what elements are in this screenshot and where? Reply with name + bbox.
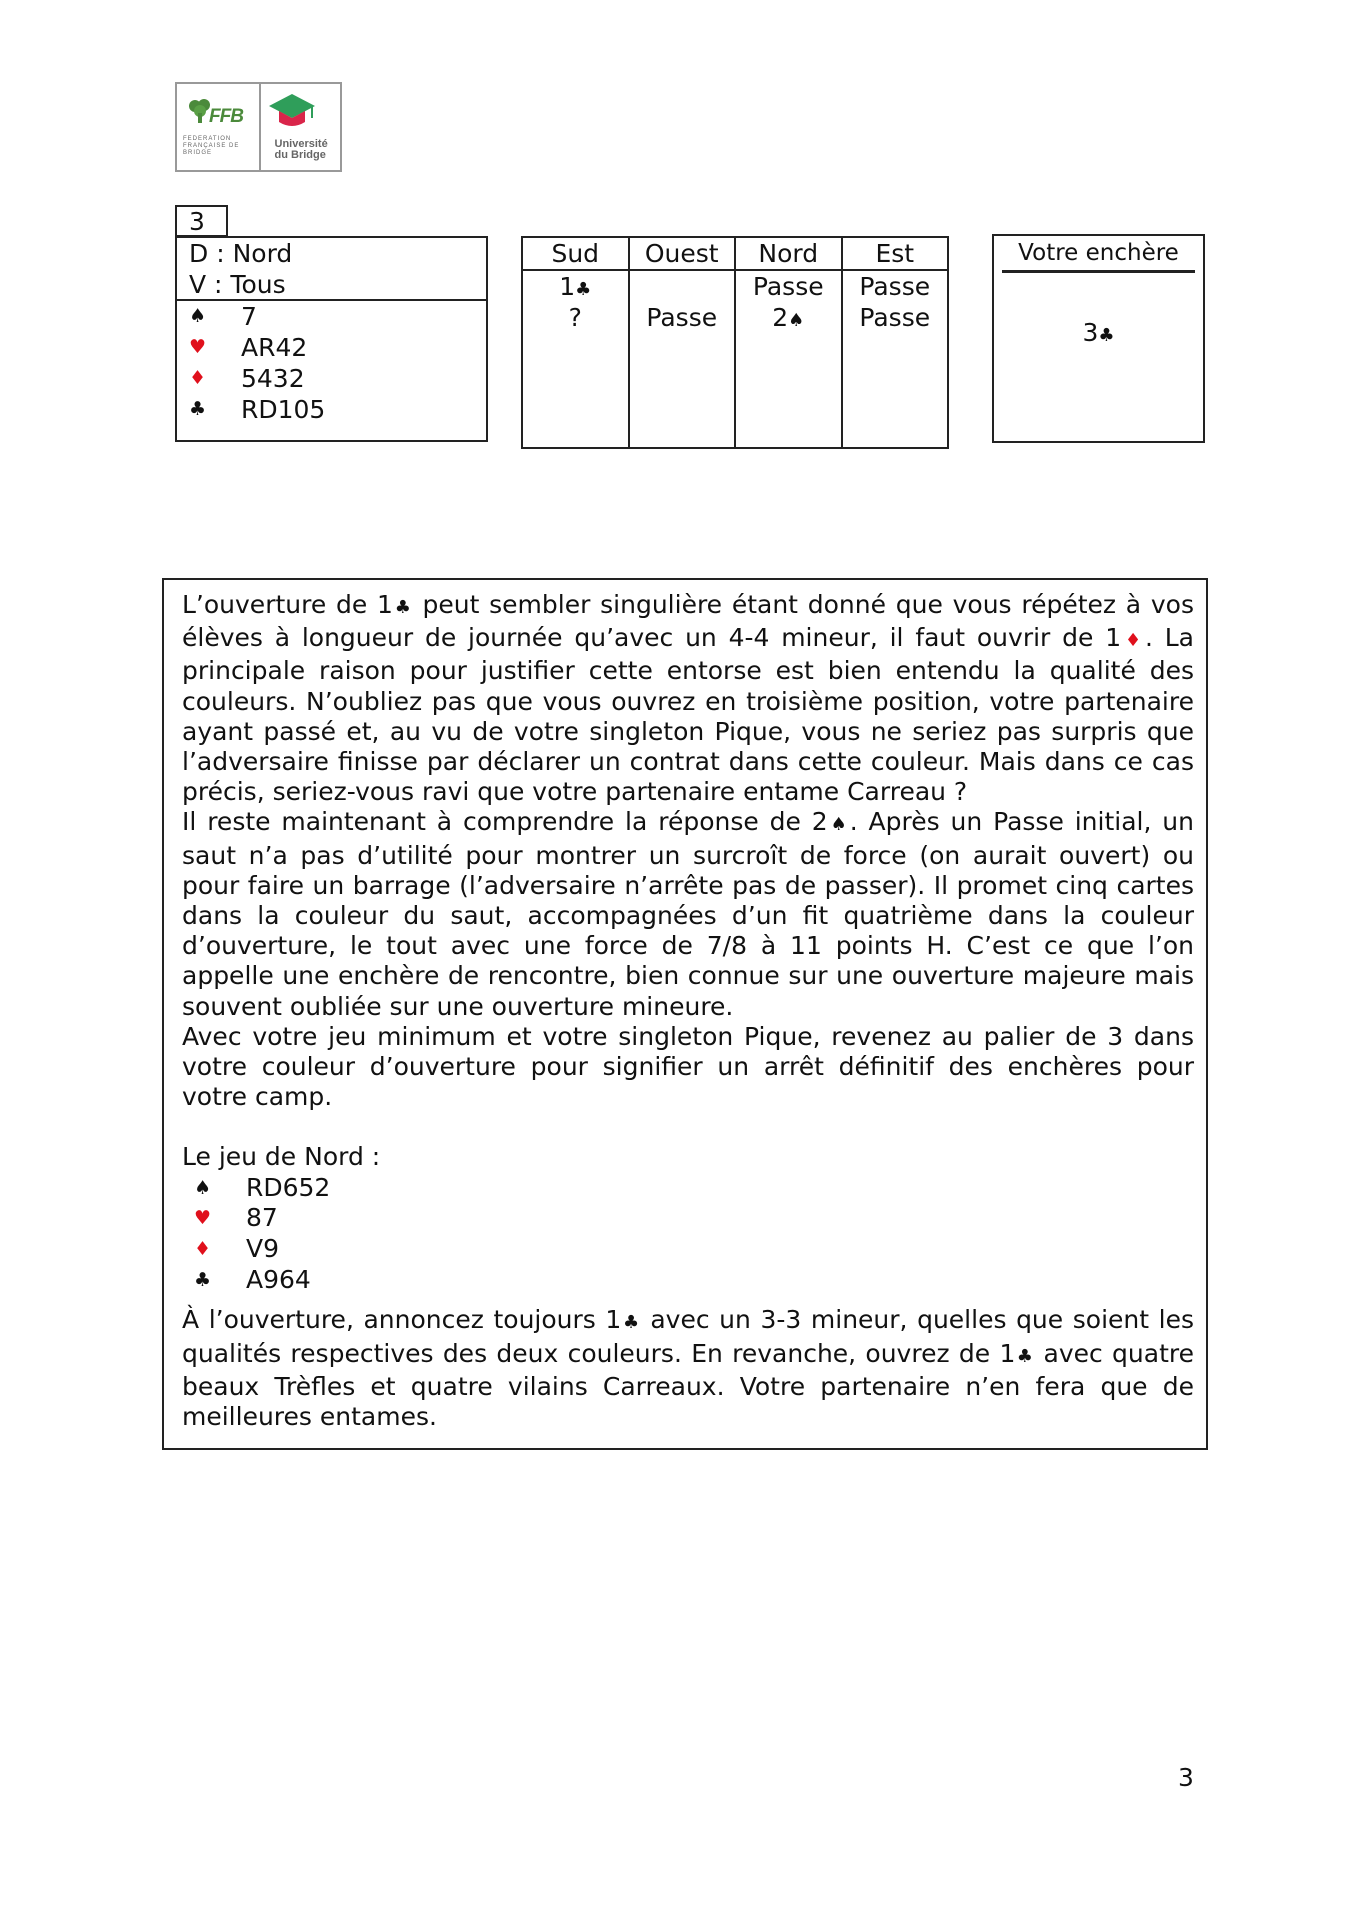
dealer-line: D : Nord [189,239,293,268]
text: L’ouverture de 1 [182,590,393,619]
club-icon: ♣ [575,279,592,300]
answer-title: Votre enchère [1002,238,1195,273]
bid-nord-1: Passe [752,272,824,301]
universite-logo [259,84,341,170]
text: Il reste maintenant à comprendre la réponse de 2 [182,807,828,837]
answer-level: 3 [1082,318,1099,347]
ub-line-2: du Bridge [274,149,326,161]
hand-cards: AR42 [241,333,308,362]
page-number: 3 [1178,1763,1194,1792]
bid-ouest-2: Passe [646,303,718,332]
text: . Après un Passe initial, un saut n’a pas d’utilité pour montrer un surcroît de force (on aurait ouvert) ou pour faire un barrage (l’adversaire n’arrête pas de passer). Il promet cinq cartes dans la couleur du saut, accompagnées d’un fit quatrième dans la couleur d’ouverture, le tout avec une force de 7/8 à 11 points H. C’est ce que l’on appelle une enchère de rencontre, bien connue sur une ouverture majeure mais souvent oubliée sur une ouverture mineure. [182,807,1194,1021]
deal-info [175,236,488,301]
north-row-spades [182,1173,1194,1204]
spacer [182,1295,1194,1305]
header-ouest: Ouest [629,237,736,270]
answer-box [992,234,1205,443]
hand-row-spades [189,301,486,332]
header-sud: Sud [522,237,629,270]
header-nord: Nord [735,237,842,270]
club-icon: ♣ [621,1312,641,1334]
bid-est-2: Passe [859,303,931,332]
bid-nord-2 [736,302,841,333]
paragraph-3: Avec votre jeu minimum et votre singleton Pique, revenez au palier de 3 dans votre couleur d’ouverture pour signifier un arrêt définitif des enchères pour votre camp. [182,1021,1194,1112]
deal-number: 3 [175,205,228,237]
text: avec quatre beaux Trèfles et quatre vilains Carreaux. Votre partenaire n’en fera que de meilleures entames. [182,1338,1195,1432]
bidding-table [521,236,949,449]
north-row-hearts [182,1203,1194,1234]
text: À l’ouverture, annoncez toujours 1 [182,1305,622,1335]
spade-icon: ♠ [194,1176,212,1199]
hand-cards: 7 [241,302,257,331]
club-icon: ♣ [189,398,207,420]
north-cards: V9 [246,1234,280,1264]
ffb-wordmark: FFB [209,106,243,127]
diamond-icon: ♦ [189,367,207,389]
bid-ouest-1 [630,271,735,302]
south-hand [175,299,488,442]
club-icon: ♣ [1098,325,1115,346]
column-sud [522,270,629,448]
spade-icon: ♠ [827,814,850,836]
hand-row-hearts [189,332,486,363]
spade-icon: ♠ [788,310,805,331]
column-nord [735,270,842,448]
club-icon: ♣ [194,1268,212,1291]
ffb-logo [177,84,259,170]
universite-text [275,139,328,161]
spacer [182,1112,1194,1142]
ffb-subtitle: FEDERATION FRANÇAISE DE BRIDGE [183,136,240,156]
heart-icon: ♥ [189,336,207,358]
column-ouest [629,270,736,448]
hand-row-clubs [189,394,486,425]
north-cards: A964 [246,1264,311,1294]
ub-line-1: Université [274,138,328,150]
north-row-diamonds [182,1234,1194,1265]
north-title: Le jeu de Nord : [182,1142,381,1172]
text: . La principale raison pour justifier cette entorse est bien entendu la qualité des couleurs. N’oubliez pas que vous ouvrez en troisième position, votre partenaire ayant passé et, au vu de votre singleton Pique, vous ne seriez pas surpris que l’adversaire finisse par déclarer un contrat dans cette couleur. Mais dans ce cas précis, seriez-vous ravi que votre partenaire entame Carreau ? [182,623,1194,807]
commentary-box [162,578,1208,1450]
bid-level: 2 [772,303,789,332]
hand-cards: RD105 [241,395,326,424]
logo [175,82,342,172]
paragraph-1 [182,590,1194,807]
north-hand [182,1173,1194,1296]
graduation-cap-icon [267,92,317,132]
header-est: Est [842,237,949,270]
text: peut sembler singulière étant donné que vous répétez à vos élèves à longueur de journée qu’avec un 4-4 mineur, il faut ouvrir de 1 [182,590,1194,653]
club-icon: ♣ [392,597,413,618]
north-cards: RD652 [246,1172,331,1202]
heart-icon: ♥ [194,1207,212,1230]
text: avec un 3-3 mineur, quelles que soient les qualités respectives des deux couleurs. En revanche, ouvrez de 1 [182,1305,1194,1368]
bid-level: 1 [559,272,576,301]
bid-sud-1 [523,271,628,302]
spade-icon: ♠ [189,305,207,327]
north-cards: 87 [246,1203,278,1233]
north-row-clubs [182,1265,1194,1296]
club-icon: ♣ [1015,1345,1035,1367]
column-est [842,270,949,448]
hand-cards: 5432 [241,364,305,393]
answer-value [994,318,1203,347]
bid-sud-2: ? [568,303,582,332]
paragraph-2 [182,807,1194,1021]
diamond-icon: ♦ [194,1238,212,1261]
bid-est-1: Passe [859,272,931,301]
hand-row-diamonds [189,363,486,394]
paragraph-4 [182,1305,1194,1432]
vulnerability-line: V : Tous [189,270,286,299]
diamond-icon: ♦ [1121,630,1145,652]
